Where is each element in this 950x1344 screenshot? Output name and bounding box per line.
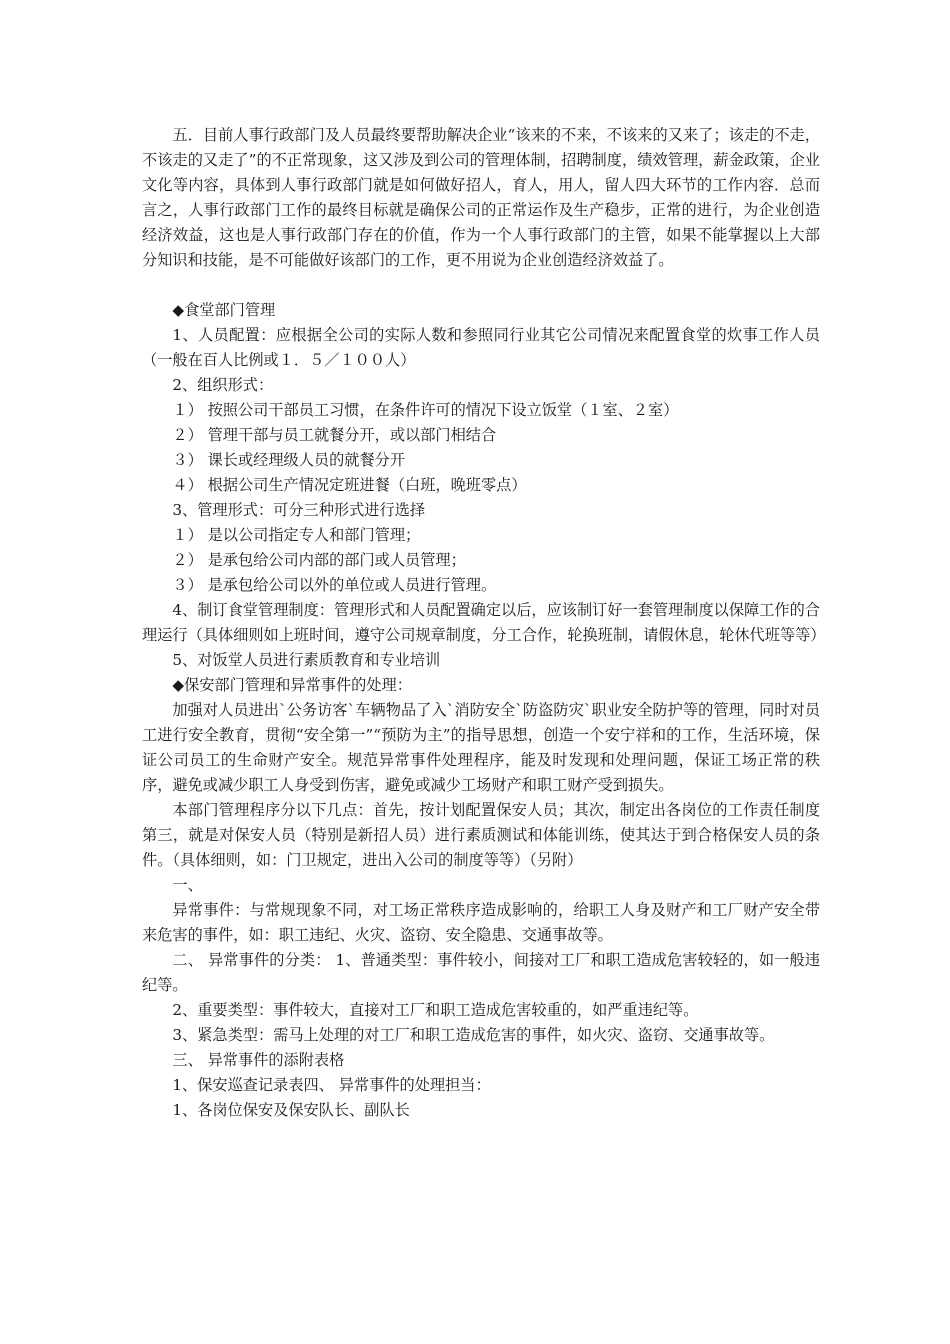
section-number-one: 一、 [172,876,203,894]
blank-line [142,273,820,298]
classification-urgent: 3、紧急类型：需马上处理的对工厂和职工造成危害的事件，如火灾、盗窃、交通事故等。 [172,1026,775,1044]
paragraph-hr-summary: 五．目前人事行政部门及人员最终要帮助解决企业“该来的不来，不该来的又来了；该走的不走，不该走的又走了”的不正常现象，这又涉及到公司的管理体制，招聘制度，绩效管理，薪金政策，企业文化等内容，具体到人事行政部门就是如何做好招人，育人，用人，留人四大环节的工作内容．总而言之，人事行政部门工作的最终目标就是确保公司的正常运作及生产稳步，正常的进行，为企业创造经济效益，这也是人事行政部门存在的价值，作为一个人事行政部门的主管，如果不能掌握以上大部分知识和技能，是不可能做好该部门的工作，更不用说为企业创造经济效益了。 [142,126,820,269]
canteen-staffing: 1、人员配置：应根据全公司的实际人数和参照同行业其它公司情况来配置食堂的炊事工作人员（一般在百人比例或１．５／１００人） [142,326,820,369]
canteen-org-item-1: １） 按照公司干部员工习惯，在条件许可的情况下设立饭堂（１室、２室） [172,401,679,419]
canteen-training: 5、对饭堂人员进行素质教育和专业培训 [172,651,441,669]
section-heading-canteen: ◆食堂部门管理 [172,301,276,319]
responsible-persons: 1、各岗位保安及保安队长、副队长 [172,1101,410,1119]
patrol-record-form: 1、保安巡查记录表四、 异常事件的处理担当： [172,1076,491,1094]
canteen-mgmt-item-2: ２） 是承包给公司内部的部门或人员管理； [172,551,466,569]
security-intro: 加强对人员进出`公务访客`车辆物品了入`消防安全`防盗防灾`职业安全防护等的管理，同时对员工进行安全教育，贯彻“安全第一”“预防为主”的指导思想，创造一个安宁祥和的工作，生活环境，保证公司员工的生命财产安全。规范异常事件处理程序，能及时发现和处理问题，保证工场正常的秩序，避免或减少职工人身受到伤害，避免或减少工场财产和职工财产受到损失。 [142,701,820,794]
canteen-org-item-4: ４） 根据公司生产情况定班进餐（白班，晚班零点） [172,476,527,494]
section-attached-forms: 三、 异常事件的添附表格 [172,1051,345,1069]
canteen-management-heading: 3、管理形式：可分三种形式进行选择 [172,501,426,519]
abnormal-event-classification: 二、 异常事件的分类： 1、普通类型：事件较小，间接对工厂和职工造成危害较轻的，如一般违纪等。 [142,951,820,994]
canteen-org-item-3: ３） 课长或经理级人员的就餐分开 [172,451,406,469]
abnormal-event-definition: 异常事件：与常规现象不同，对工场正常秩序造成影响的，给职工人身及财产和工厂财产安全带来危害的事件，如：职工违纪、火灾、盗窃、安全隐患、交通事故等。 [142,901,820,944]
security-procedure: 本部门管理程序分以下几点：首先，按计划配置保安人员；其次，制定出各岗位的工作责任制度第三，就是对保安人员（特别是新招人员）进行素质测试和体能训练，使其达于到合格保安人员的条件。（具体细则，如：门卫规定，进出入公司的制度等等）（另附） [142,801,820,869]
canteen-org-item-2: ２） 管理干部与员工就餐分开，或以部门相结合 [172,426,497,444]
document-page [142,123,826,1123]
section-heading-security: ◆保安部门管理和异常事件的处理： [172,676,412,694]
canteen-rules: 4、制订食堂管理制度：管理形式和人员配置确定以后，应该制订好一套管理制度以保障工作的合理运行（具体细则如上班时间，遵守公司规章制度，分工合作，轮换班制，请假休息，轮休代班等等） [142,601,826,644]
canteen-mgmt-item-3: ３） 是承包给公司以外的单位或人员进行管理。 [172,576,497,594]
canteen-mgmt-item-1: １） 是以公司指定专人和部门管理； [172,526,421,544]
classification-important: 2、重要类型：事件较大，直接对工厂和职工造成危害较重的，如严重违纪等。 [172,1001,699,1019]
canteen-organization-heading: 2、组织形式： [172,376,274,394]
